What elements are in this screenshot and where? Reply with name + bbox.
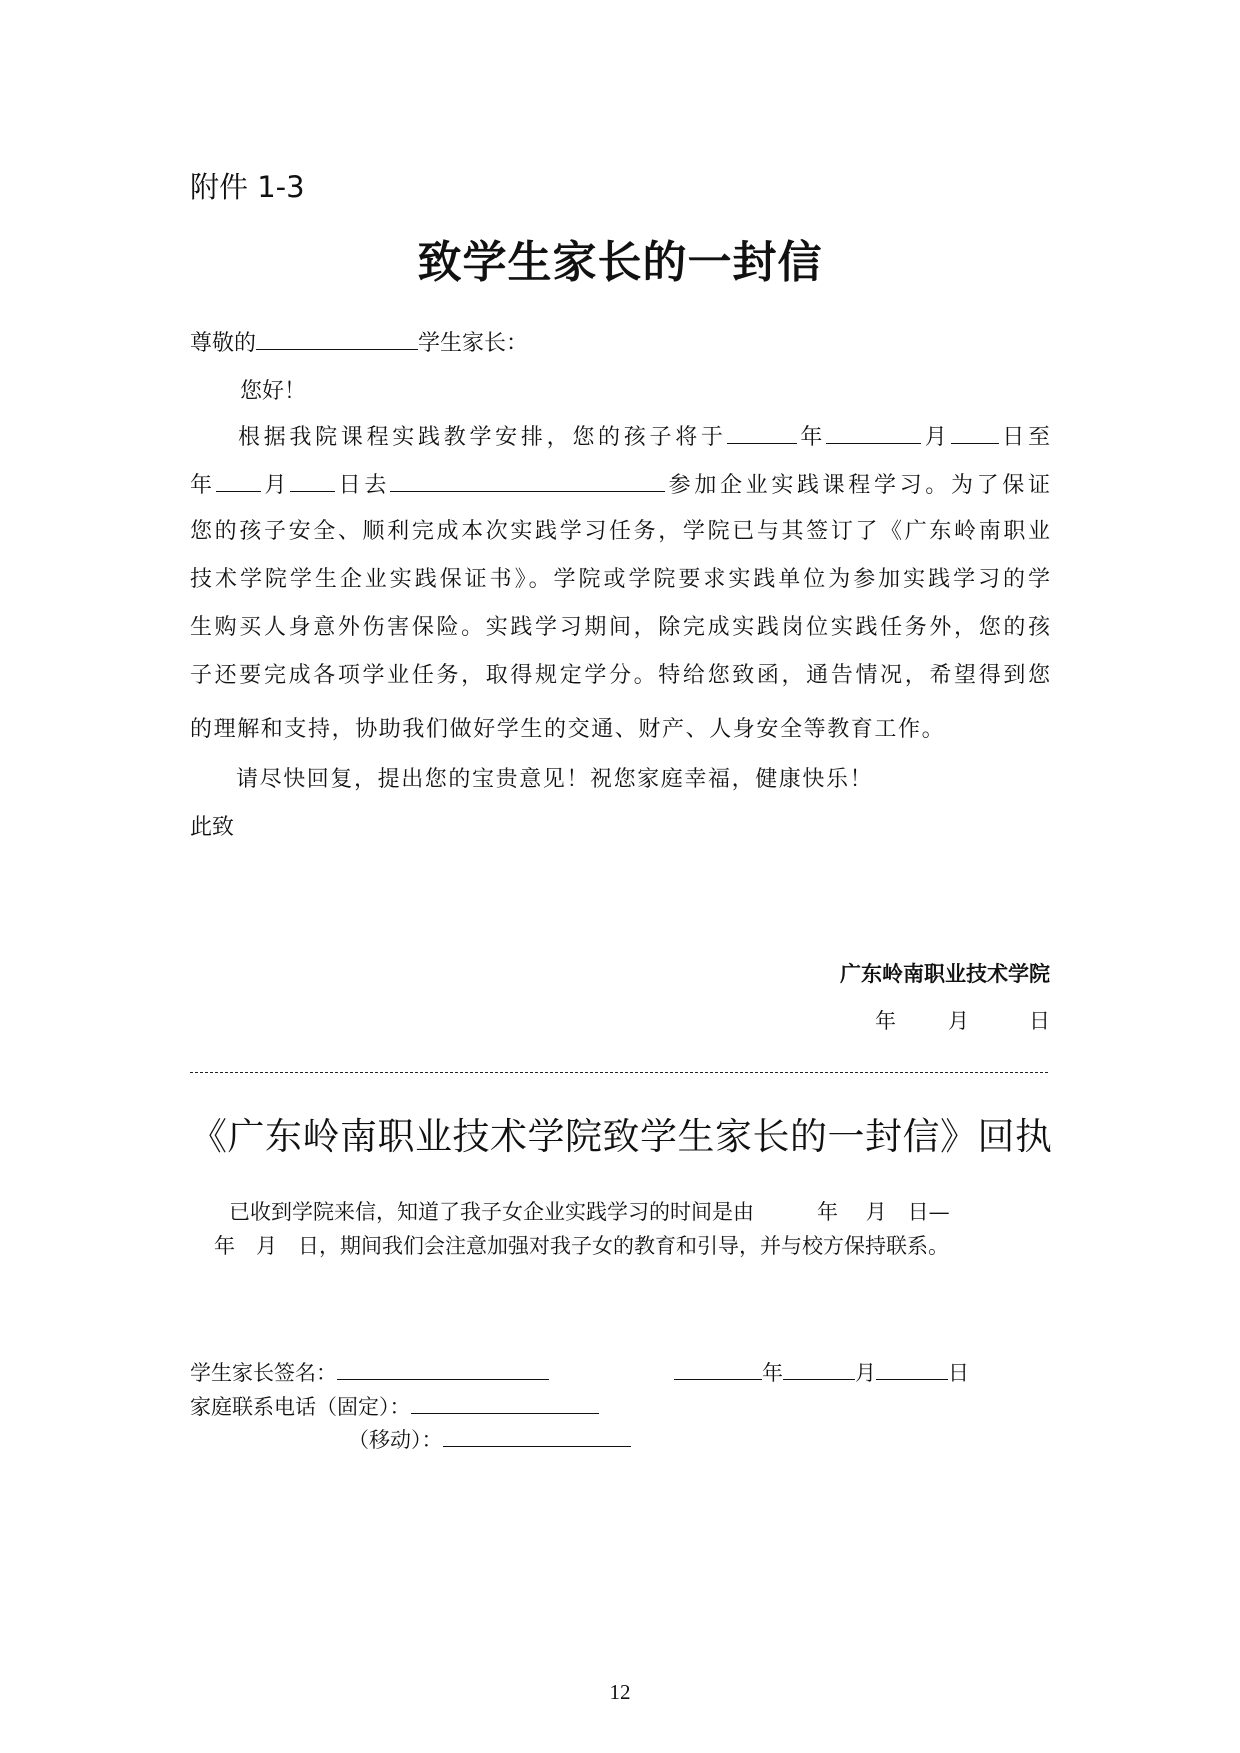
text: 参加企业实践课程学习。为了保证 — [665, 473, 1050, 498]
paragraph-line — [190, 469, 1050, 499]
closing: 此致 — [190, 815, 235, 840]
end-month-blank — [216, 469, 261, 492]
text: 日至 — [998, 425, 1050, 450]
cut-line-divider — [190, 1072, 1048, 1073]
text: 年 — [875, 1009, 896, 1033]
paragraph-line: 子还要完成各项学业任务，取得规定学分。特给您致函，通告情况，希望得到您 — [190, 663, 1050, 688]
parent-signature-label: 学生家长签名： — [190, 1361, 337, 1385]
sign-month-field[interactable] — [783, 1357, 855, 1380]
text: 年 — [190, 473, 216, 498]
greeting: 您好！ — [240, 379, 307, 404]
paragraph-line — [238, 421, 1050, 451]
phone-fixed-label: 家庭联系电话（固定）： — [190, 1395, 411, 1419]
paragraph-line: 生购买人身意外伤害保险。实践学习期间，除完成实践岗位实践任务外，您的孩 — [190, 615, 1050, 640]
sign-day-field[interactable] — [876, 1357, 948, 1380]
text: 月 — [948, 1009, 969, 1033]
text: 日去 — [335, 473, 390, 498]
parent-signature-field[interactable] — [337, 1357, 549, 1380]
salutation-suffix: 学生家长： — [418, 331, 529, 356]
company-blank — [390, 469, 665, 492]
phone-fixed-field[interactable] — [411, 1391, 599, 1414]
text: 日 — [948, 1361, 969, 1385]
page-number: 12 — [609, 1680, 631, 1704]
salutation-prefix: 尊敬的 — [190, 331, 257, 356]
start-day-blank — [951, 421, 999, 444]
receipt-title: 《广东岭南职业技术学院致学生家长的一封信》回执 — [190, 1115, 1052, 1158]
salutation — [190, 326, 528, 357]
text: 年 — [796, 425, 827, 450]
text: 月 — [260, 473, 290, 498]
paragraph-line: 的理解和支持，协助我们做好学生的交通、财产、人身安全等教育工作。 — [190, 717, 946, 742]
paragraph-line: 您的孩子安全、顺利完成本次实践学习任务，学院已与其签订了《广东岭南职业 — [190, 519, 1050, 544]
parent-name-blank — [256, 327, 418, 350]
text: 月 — [921, 425, 951, 450]
annex-label: 附件 1-3 — [190, 170, 305, 204]
phone-fixed-row — [190, 1391, 599, 1421]
start-month-blank — [826, 421, 921, 444]
sign-year-field[interactable] — [674, 1357, 762, 1380]
signature-date — [875, 1005, 1050, 1035]
paragraph-2: 请尽快回复，提出您的宝贵意见！祝您家庭幸福，健康快乐！ — [236, 767, 874, 792]
text: 日 — [1029, 1009, 1050, 1033]
receipt-line: 已收到学院来信，知道了我子女企业实践学习的时间是由 年 月 日— — [229, 1200, 950, 1224]
page-title: 致学生家长的一封信 — [417, 237, 823, 288]
phone-mobile-field[interactable] — [443, 1424, 631, 1447]
receipt-line: 年 月 日，期间我们会注意加强对我子女的教育和引导，并与校方保持联系。 — [214, 1234, 949, 1258]
text: 月 — [855, 1361, 876, 1385]
paragraph-line: 技术学院学生企业实践保证书》。学院或学院要求实践单位为参加实践学习的学 — [190, 567, 1050, 592]
signature-org: 广东岭南职业技术学院 — [840, 961, 1050, 986]
text: 根据我院课程实践教学安排，您的孩子将于 — [238, 425, 727, 450]
phone-mobile-label: （移动）： — [348, 1428, 443, 1452]
end-day-blank — [290, 469, 335, 492]
start-year-blank — [727, 421, 797, 444]
parent-signature-row — [190, 1357, 969, 1387]
phone-mobile-row — [348, 1424, 631, 1454]
text: 年 — [762, 1361, 783, 1385]
